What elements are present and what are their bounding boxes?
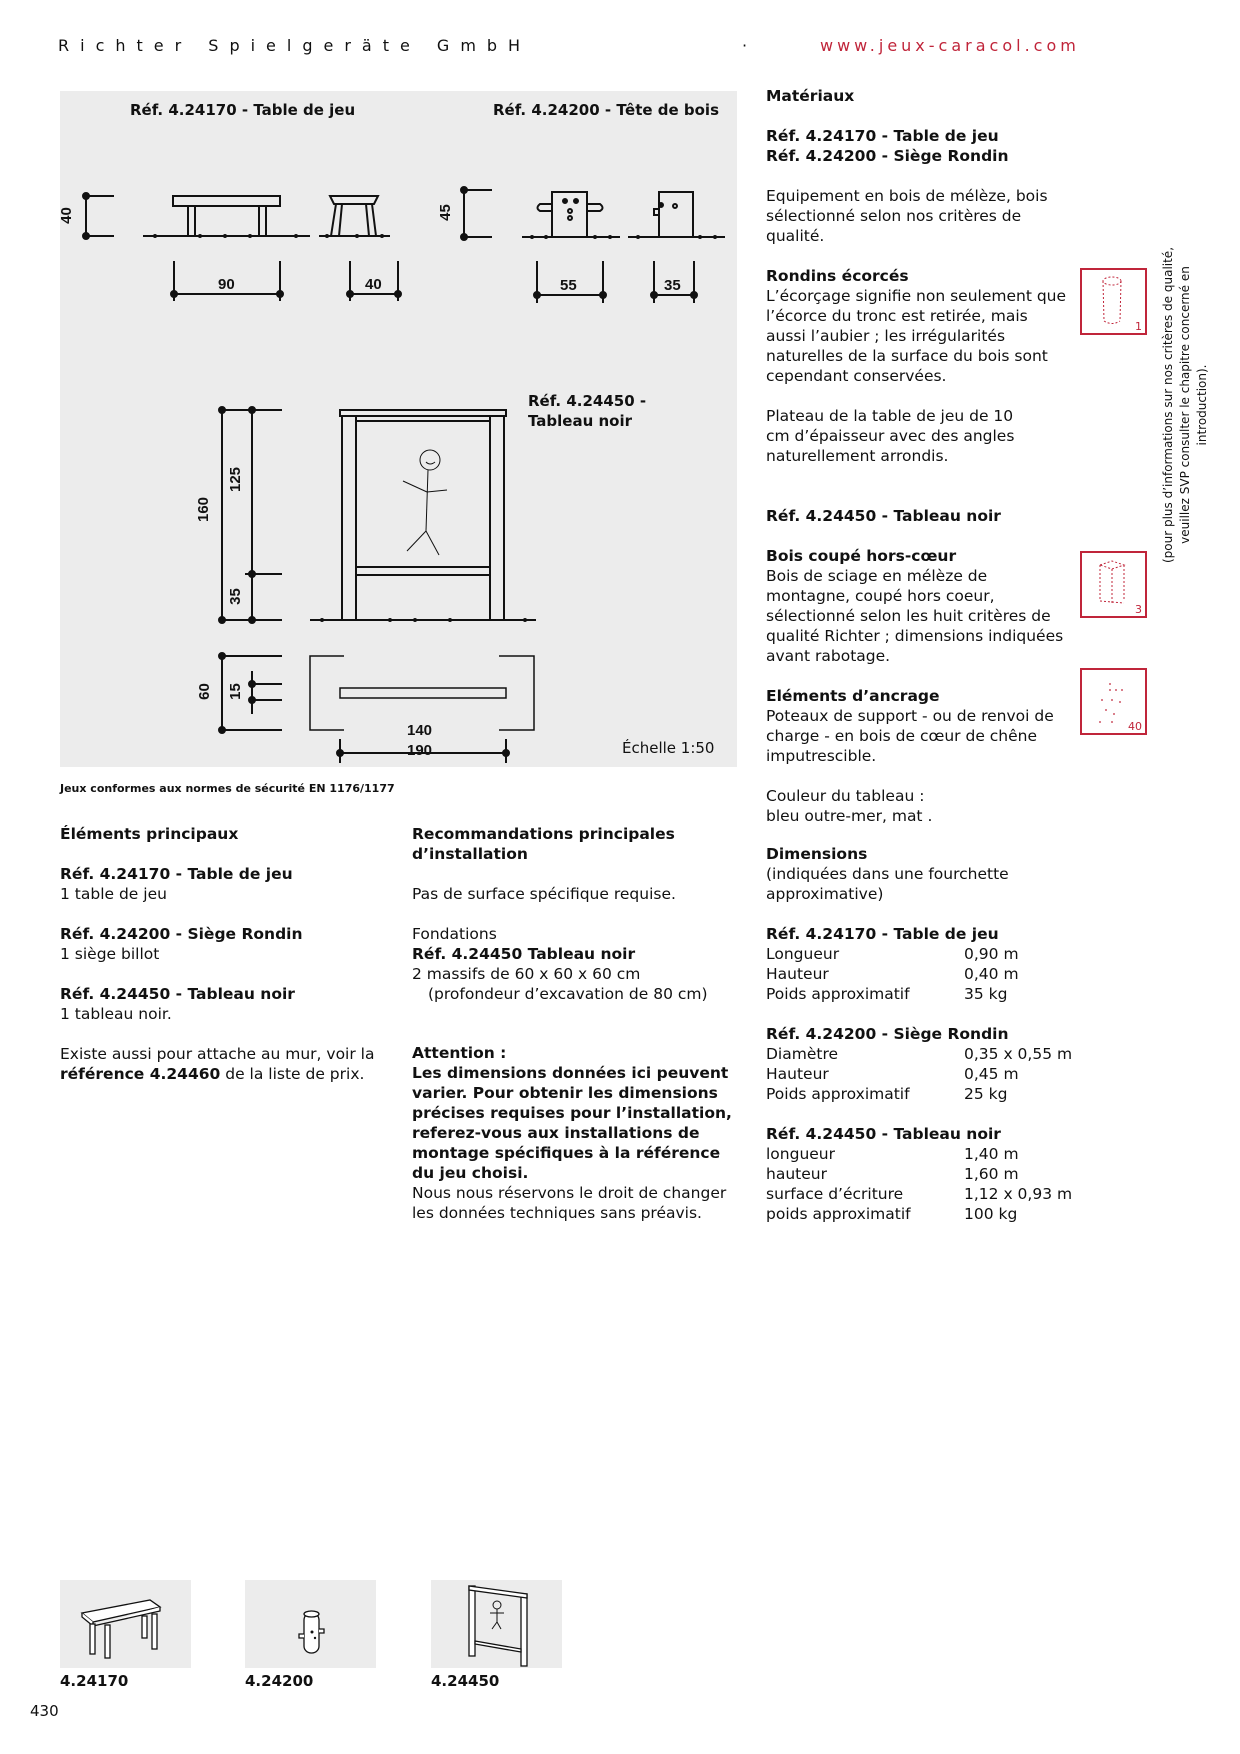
dimension-key: surface d’écriture — [766, 1185, 904, 1203]
drawing-title-seat: Réf. 4.24200 - Tête de bois — [493, 101, 720, 119]
dimension-value: 1,12 x 0,93 m — [964, 1185, 1073, 1203]
dimension-value: 100 kg — [964, 1205, 1018, 1223]
seat-thumbnail-icon — [245, 1580, 376, 1668]
side-note-line1: (pour plus d’informations sur nos critères de qualité, — [1161, 246, 1175, 564]
dim-board-depth: 60 — [195, 683, 213, 700]
materials-column — [766, 86, 1076, 826]
foundations-label: Fondations — [412, 925, 497, 943]
dim-table-height: 40 — [57, 207, 75, 224]
materials-intro: Equipement en bois de mélèze, bois sélectionné selon nos critères de qualité. — [766, 187, 1048, 245]
dim-board-inner-width: 140 — [407, 722, 433, 739]
materials-plateau: Plateau de la table de jeu de 10 cm d’épaisseur avec des angles naturellement arrondis. — [766, 407, 1015, 465]
stick-figure — [403, 450, 447, 555]
quality-side-note — [1160, 230, 1210, 580]
dimensions-column — [766, 844, 1096, 1224]
page-number: 430 — [30, 1702, 59, 1720]
drawing-title-board-line2: Tableau noir — [528, 412, 633, 430]
table-height-dimension — [83, 193, 114, 239]
install-heading-line2: d’installation — [412, 845, 528, 863]
icon-number: 3 — [1135, 603, 1142, 616]
dimensions-group-ref: Réf. 4.24200 - Siège Rondin — [766, 1025, 1009, 1043]
materials-ref1: Réf. 4.24170 - Table de jeu — [766, 127, 999, 145]
materials-ref2: Réf. 4.24200 - Siège Rondin — [766, 147, 1009, 165]
dimension-value: 25 kg — [964, 1085, 1008, 1103]
thumbnail-table[interactable] — [60, 1580, 191, 1668]
icon-number: 1 — [1135, 320, 1142, 333]
materials-section-title: Bois coupé hors-cœur — [766, 547, 957, 565]
wall-variant-suffix: de la liste de prix. — [220, 1065, 365, 1083]
log-icon — [1080, 268, 1147, 335]
foundations-ref: Réf. 4.24450 Tableau noir — [412, 945, 636, 963]
board-front-view — [310, 410, 536, 620]
materials-ref3: Réf. 4.24450 - Tableau noir — [766, 507, 1001, 525]
dim-table-length: 90 — [218, 276, 235, 293]
dim-table-width: 40 — [365, 276, 382, 293]
materials-section-title: Eléments d’ancrage — [766, 687, 940, 705]
thumbnail-label: 4.24450 — [431, 1672, 500, 1690]
attention-text: Les dimensions données ici peuvent varier. Pour obtenir les dimensions précises requises pour l’installation, referez-vous aux installations de montage spécifiques à la référence du jeu choisi. — [412, 1064, 732, 1182]
element-ref: Réf. 4.24200 - Siège Rondin — [60, 925, 303, 943]
element-desc: 1 tableau noir. — [60, 1005, 172, 1023]
dimensions-group-ref: Réf. 4.24170 - Table de jeu — [766, 925, 999, 943]
dimension-value: 35 kg — [964, 985, 1008, 1003]
dimensions-group-ref: Réf. 4.24450 - Tableau noir — [766, 1125, 1001, 1143]
thumbnail-label: 4.24200 — [245, 1672, 314, 1690]
drawing-title-table: Réf. 4.24170 - Table de jeu — [130, 101, 356, 119]
dim-seat-height: 45 — [436, 204, 454, 221]
materials-section-text: Poteaux de support - ou de renvoi de charge - en bois de cœur de chêne imputrescible. — [766, 707, 1054, 765]
element-ref: Réf. 4.24170 - Table de jeu — [60, 865, 293, 883]
dimension-row — [766, 1044, 1096, 1064]
thumbnail-board[interactable] — [431, 1580, 562, 1668]
dimension-row — [766, 1064, 1096, 1084]
dimension-value: 1,60 m — [964, 1165, 1019, 1183]
wall-variant-prefix: Existe aussi pour attache au mur, voir la — [60, 1045, 375, 1063]
elements-heading: Éléments principaux — [60, 825, 239, 843]
drawing-title-board — [528, 391, 646, 431]
materials-heading: Matériaux — [766, 87, 855, 105]
dim-board-outer-width: 190 — [407, 742, 433, 759]
dimension-key: hauteur — [766, 1165, 827, 1183]
seat-height-dimension — [461, 187, 492, 240]
dimension-value: 1,40 m — [964, 1145, 1019, 1163]
drawing-scale: Échelle 1:50 — [622, 739, 715, 757]
board-color-label: Couleur du tableau : — [766, 787, 925, 805]
seat-side-view — [628, 192, 725, 237]
dimension-key: Diamètre — [766, 1045, 839, 1063]
attention-disclaimer: Nous nous réservons le droit de changer les données techniques sans préavis. — [412, 1184, 727, 1222]
thumbnail-label: 4.24170 — [60, 1672, 129, 1690]
dimension-key: Poids approximatif — [766, 1085, 910, 1103]
materials-section-title: Rondins écorcés — [766, 267, 909, 285]
dimension-value: 0,35 x 0,55 m — [964, 1045, 1073, 1063]
anchor-icon — [1080, 668, 1147, 735]
dim-board-post-depth: 15 — [226, 683, 244, 700]
dimension-row — [766, 1084, 1096, 1104]
dimension-key: longueur — [766, 1145, 836, 1163]
install-surface: Pas de surface spécifique requise. — [412, 885, 676, 903]
dimension-row — [766, 944, 1096, 964]
side-note-line2: veuillez SVP consulter le chapitre concerné en introduction). — [1178, 266, 1209, 544]
dim-seat-front: 55 — [560, 277, 577, 294]
dimension-row — [766, 1204, 1096, 1224]
seat-front-view — [522, 192, 620, 237]
main-elements-column — [60, 824, 390, 1084]
dimension-row — [766, 1164, 1096, 1184]
table-side-view — [319, 196, 390, 236]
element-desc: 1 table de jeu — [60, 885, 167, 903]
board-color-value: bleu outre-mer, mat . — [766, 807, 933, 825]
dimension-value: 0,40 m — [964, 965, 1019, 983]
dim-seat-side: 35 — [664, 277, 681, 294]
table-front-view — [143, 196, 310, 236]
element-ref: Réf. 4.24450 - Tableau noir — [60, 985, 295, 1003]
element-desc: 1 siège billot — [60, 945, 160, 963]
thumbnail-seat[interactable] — [245, 1580, 376, 1668]
dim-board-total-height: 160 — [195, 496, 213, 523]
installation-column — [412, 824, 738, 1223]
wall-variant-note — [60, 1044, 390, 1084]
dimension-row — [766, 1184, 1096, 1204]
dimension-key: Hauteur — [766, 965, 829, 983]
materials-section-text: Bois de sciage en mélèze de montagne, coupé hors coeur, sélectionné selon les huit critères de qualité Richter ; dimensions indiquées avant rabotage. — [766, 567, 1064, 665]
safety-note: Jeux conformes aux normes de sécurité EN 1176/1177 — [60, 782, 395, 795]
table-thumbnail-icon — [60, 1580, 191, 1668]
materials-section-text: L’écorçage signifie non seulement que l’écorce du tronc est retirée, mais aussi l’aubier ; les irrégularités naturelles de la surface du bois sont cependant conservées. — [766, 287, 1067, 385]
dimension-value: 0,90 m — [964, 945, 1019, 963]
dimension-key: poids approximatif — [766, 1205, 911, 1223]
board-thumbnail-icon — [431, 1580, 562, 1668]
drawing-title-board-line1: Réf. 4.24450 - — [528, 392, 647, 410]
dimension-row — [766, 1144, 1096, 1164]
foundations-desc: 2 massifs de 60 x 60 x 60 cm — [412, 965, 641, 983]
wall-variant-ref: référence 4.24460 — [60, 1065, 221, 1083]
dimension-key: Poids approximatif — [766, 985, 910, 1003]
foundations-depth: (profondeur d’excavation de 80 cm) — [428, 985, 708, 1003]
technical-drawing-panel — [57, 91, 737, 767]
attention-label: Attention : — [412, 1044, 507, 1062]
install-heading-line1: Recommandations principales — [412, 825, 675, 843]
dimension-value: 0,45 m — [964, 1065, 1019, 1083]
dimension-row — [766, 964, 1096, 984]
sawn-timber-icon — [1080, 551, 1147, 618]
dimension-key: Longueur — [766, 945, 840, 963]
dim-board-lower-height: 35 — [226, 588, 244, 605]
dimension-row — [766, 984, 1096, 1004]
header-url-link[interactable]: www.jeux-caracol.com — [820, 36, 1080, 55]
dimension-key: Hauteur — [766, 1065, 829, 1083]
icon-number: 40 — [1128, 720, 1142, 733]
header-company: Richter Spielgeräte GmbH — [58, 36, 532, 55]
dimensions-heading: Dimensions — [766, 845, 868, 863]
dimensions-subtitle: (indiquées dans une fourchette approximative) — [766, 865, 1009, 903]
header-separator: · — [742, 36, 759, 55]
board-top-view — [310, 656, 534, 730]
dim-board-surface-height: 125 — [227, 466, 245, 493]
